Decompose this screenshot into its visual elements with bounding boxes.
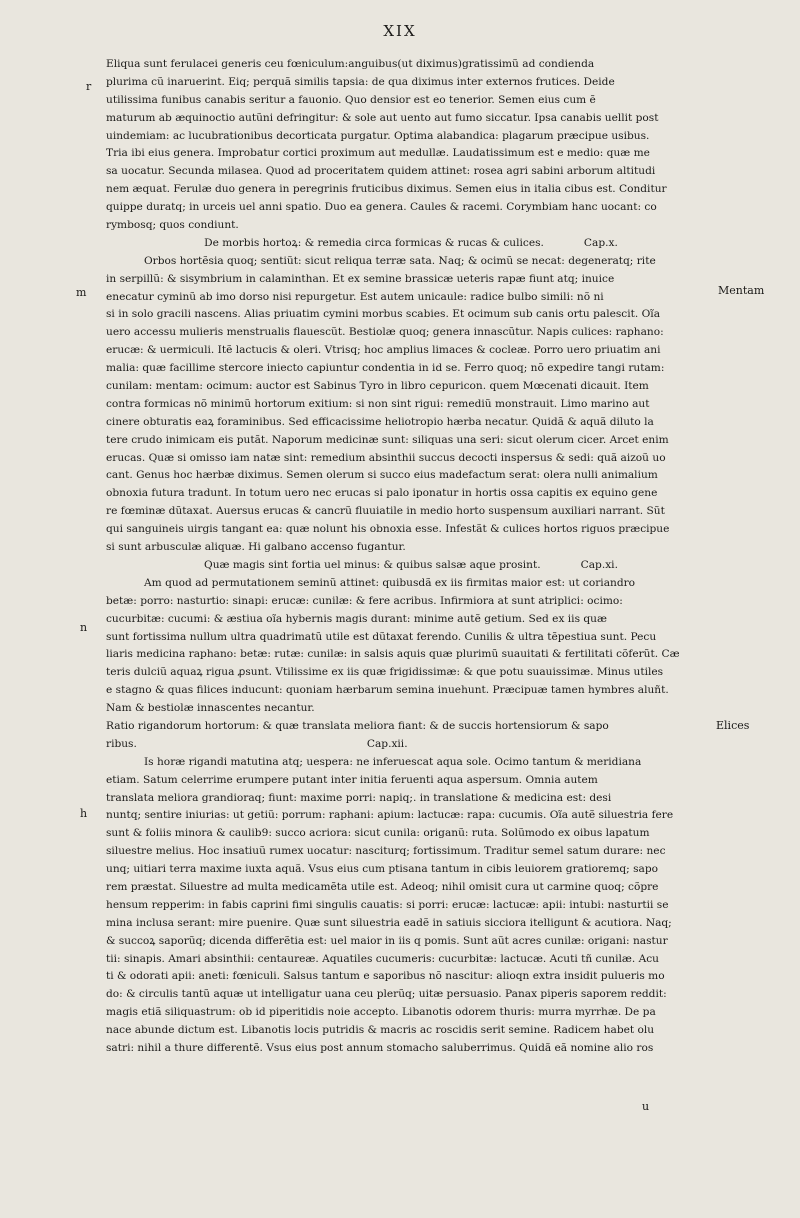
text-line: enecatur cyminũ ab imo dorso nisi repurgetur. Est autem unicaule: radice bulbo simili: nõ ni: [106, 290, 604, 303]
chapter-heading-x: [106, 235, 716, 253]
text-line: mina inclusa serant: mire puenire. Quæ sunt siluestria eadẽ in satiuis sicciora itelligunt & acutiora. Naq;: [106, 916, 672, 929]
chapter-number: Cap.x.: [583, 236, 618, 249]
text-line: hensum repperim: in fabis caprini fimi singulis cauatis: si porri: erucæ: lactucæ: apii: intubi: nasturtii se: [106, 898, 669, 911]
chapter-heading-xii-continued: [106, 736, 716, 754]
text-line: utilissima funibus canabis seritur a fauonio. Quo densior est eo tenerior. Semen eius cum ẽ: [106, 93, 596, 106]
text-line: liaris medicina raphano: betæ: rutæ: cunilæ: in salsis aquis quæ plurimũ suauitati & fertilitati cõferũt. Cæ: [106, 648, 680, 661]
guide-letter-r: r: [86, 80, 92, 93]
text-line: maturum ab æquinoctio autũni defringitur: & sole aut uento aut fumo siccatur. Ipsa canabis uellit post: [106, 111, 659, 124]
text-line: & succoꝝ saporũq; dicenda differẽtia est: uel maior in iis q pomis. Sunt aũt acres cunilæ: origani: nastur: [106, 934, 668, 947]
text-line: tii: sinapis. Amari absinthii: centaureæ. Aquatiles cucumeris: cucurbitæ: lactucæ. Acuti tñ cunilæ. Acu: [106, 952, 659, 965]
section-chapter-xii: [106, 754, 716, 1058]
text-line: nem æquat. Ferulæ duo genera in peregrinis fruticibus diximus. Semen eius in italia cibus est. Conditur: [106, 183, 667, 196]
text-line: Tria ibi eius genera. Improbatur cortici proximum aut medullæ. Laudatissimum est e medio: quæ me: [106, 147, 650, 160]
chapter-heading-text: ribus.: [106, 737, 137, 750]
text-line: uindemiam: ac lucubrationibus decorticata purgatur. Optima alabandica: plagarum præcipue usibus.: [106, 129, 650, 142]
text-line: cunilam: mentam: ocimum: auctor est Sabinus Tyro in libro cepuricon. quem Mœcenati dicauit. Item: [106, 380, 649, 393]
chapter-heading-xii: [106, 718, 716, 736]
text-line: plurima cũ inaruerint. Eiq; perquã similis tapsia: de qua diximus inter externos frutices. Deide: [106, 75, 615, 88]
chapter-number: Cap.xii.: [366, 737, 408, 750]
text-line: uero accessu mulieris menstrualis flauescũt. Bestiolæ quoq; genera innascũtur. Napis culices: raphano:: [106, 326, 664, 339]
text-line: Is horæ rigandi matutina atq; uespera: ne inferuescat aqua sole. Ocimo tantum & meridiana: [144, 755, 642, 768]
text-line: e stagno & quas filices inducunt: quoniam hærbarum semina inuehunt. Præcipuæ tamen hymbres aluñt.: [106, 684, 669, 697]
chapter-heading-xi: [106, 557, 716, 575]
guide-letter-n: n: [80, 621, 88, 634]
text-line: obnoxia futura tradunt. In totum uero nec erucas si palo iponatur in hortis ossa capitis ex equino gene: [106, 487, 658, 500]
guide-letter-h: h: [80, 807, 88, 820]
text-line: rem præstat. Siluestre ad multa medicamẽta utile est. Adeoq; nihil omisit cura ut carmine quoq; cõpre: [106, 880, 659, 893]
guide-letter-m: m: [76, 286, 87, 299]
chapter-heading-text: Quæ magis sint fortia uel minus: & quibus salsæ aque prosint.: [204, 558, 541, 571]
text-line: contra formicas nõ minimũ hortorum exitium: si non sint rigui: remediũ monstrauit. Limo marino aut: [106, 397, 650, 410]
catchword: u: [642, 1100, 650, 1113]
text-line: sunt & foliis minora & caulib9: succo acriora: sicut cunila: origanũ: ruta. Solũmodo ex oibus lapatum: [106, 827, 650, 840]
text-line: cucurbitæ: cucumi: & æstiua oĩa hybernis magis durant: minime autẽ getium. Sed ex iis quæ: [106, 612, 607, 625]
text-line: betæ: porro: nasturtio: sinapi: erucæ: cunilæ: & fere acribus. Infirmiora at sunt atriplici: ocimo:: [106, 594, 623, 607]
text-line: do: & circulis tantũ aquæ ut intelligatur uana ceu plerũq; uitæ persuasio. Panax piperis saporem reddit:: [106, 988, 667, 1001]
text-line: sunt fortissima nullum ultra quadrimatũ utile est dũtaxat ferendo. Cunilis & ultra tẽpestiua sunt. Pecu: [106, 630, 657, 643]
text-line: teris dulciũ aquaꝝ rigua ꝓsunt. Vtilissime ex iis quæ frigidissimæ: & que potu suauissimæ. Minus utiles: [106, 666, 664, 679]
text-line: si in solo gracili nascens. Alias priuatim cymini morbus scabies. Et ocimum sub canis ortu palescit. Oĩa: [106, 308, 661, 321]
text-line: Eliqua sunt ferulacei generis ceu fœniculum:anguibus(ut diximus)gratissimũ ad condienda: [106, 58, 595, 70]
text-line: nace abunde dictum est. Libanotis locis putridis & macris ac roscidis serit semine. Radicem habet olu: [106, 1024, 655, 1037]
folio-number: XIX: [383, 22, 417, 40]
text-line: Am quod ad permutationem seminũ attinet: quibusdã ex iis firmitas maior est: ut coriandro: [144, 576, 636, 589]
text-line: erucæ: & uermiculi. Itẽ lactucis & oleri. Vtrisq; hoc amplius limaces & cocleæ. Porro uero priuatim ani: [106, 344, 661, 357]
text-line: malia: quæ facillime stercore iniecto capiuntur condentia in id se. Ferro quoq; nõ expedire tangi rutam:: [106, 362, 665, 375]
text-line: nuntq; sentire iniurias: ut getiũ: porrum: raphani: apium: lactucæ: rapa: cucumis. Oĩa autẽ siluestria fere: [106, 809, 674, 822]
text-line: si sunt arbusculæ aliquæ. Hi galbano accenso fugantur.: [106, 541, 406, 554]
text-line: etiam. Satum celerrime erumpere putant inter initia feruenti aqua aspersum. Omnia autem: [106, 773, 598, 786]
text-line: quippe duratq; in urceis uel anni spatio. Duo ea genera. Caules & racemi. Corymbiam hanc uocant: co: [106, 201, 657, 214]
text-line: translata meliora grandioraq; fiunt: maxime porri: napiq;. in translatione & medicina est: desi: [106, 791, 612, 804]
text-line: satri: nihil a thure differentẽ. Vsus eius post annum stomacho saluberrimus. Quidã eã nomine alio ros: [106, 1041, 654, 1054]
chapter-number: Cap.xi.: [580, 558, 618, 571]
text-line: Orbos hortẽsia quoq; sentiũt: sicut reliqua terræ sata. Naq; & ocimũ se necat: degeneratq; rite: [144, 254, 656, 267]
section-intro: [106, 56, 716, 235]
section-chapter-x: [106, 253, 716, 557]
margin-note-mentam: Mentam: [718, 284, 765, 297]
chapter-heading-text: De morbis hortoꝝ: & remedia circa formicas & rucas & culices.: [204, 236, 544, 249]
main-text: [106, 56, 716, 1058]
chapter-heading-text: Ratio rigandorum hortorum: & quæ translata meliora fiant: & de succis hortensiorum & sapo: [106, 719, 609, 732]
text-line: rymbosq; quos condiunt.: [106, 219, 239, 232]
text-line: tere crudo inimicam eis putãt. Naporum medicinæ sunt: siliquas una seri: sicut olerum cicer. Arcet enim: [106, 433, 669, 446]
text-line: magis etiã siliquastrum: ob id piperitidis noie accepto. Libanotis odorem thuris: murra myrrhæ. De pa: [106, 1006, 656, 1019]
text-line: cant. Genus hoc hærbæ diximus. Semen olerum si succo eius madefactum serat: olera nulli animalium: [106, 469, 658, 482]
section-chapter-xi: [106, 575, 716, 718]
text-line: ti & odorati apii: aneti: fœniculi. Salsus tantum e saporibus nõ nascitur: alioqn extra insidit pulueris mo: [106, 970, 665, 983]
text-line: Nam & bestiolæ innascentes necantur.: [106, 702, 315, 715]
text-line: erucas. Quæ si omisso iam natæ sint: remedium absinthii succus decocti inspersus & sedi: quã aizoũ uo: [106, 451, 666, 464]
text-line: in serpillũ: & sisymbrium in calaminthan. Et ex semine brassicæ ueteris rapæ fiunt atq; inuice: [106, 272, 615, 285]
text-line: re fœminæ dũtaxat. Auersus erucas & cancrũ fluuiatile in medio horto suspensum auxiliari narrant. Sũt: [106, 505, 665, 518]
text-line: cinere obturatis eaꝝ foraminibus. Sed efficacissime heliotropio hærba necatur. Quidã & aquã diluto la: [106, 415, 654, 428]
text-line: qui sanguineis uirgis tangant ea: quæ nolunt his obnoxia esse. Infestãt & culices hortos riguos præcipue: [106, 523, 670, 536]
text-line: siluestre melius. Hoc insatiuũ rumex uocatur: nasciturq; fortissimum. Traditur semel satum durare: nec: [106, 845, 666, 858]
margin-note-elices: Elices: [716, 719, 750, 732]
text-line: unq; uitiari terra maxime iuxta aquã. Vsus eius cum ptisana tantum in cibis leuiorem gratioremq; sapo: [106, 863, 658, 876]
text-line: sa uocatur. Secunda milasea. Quod ad proceritatem quidem attinet: rosea agri sabini arborum altitudi: [106, 165, 656, 178]
